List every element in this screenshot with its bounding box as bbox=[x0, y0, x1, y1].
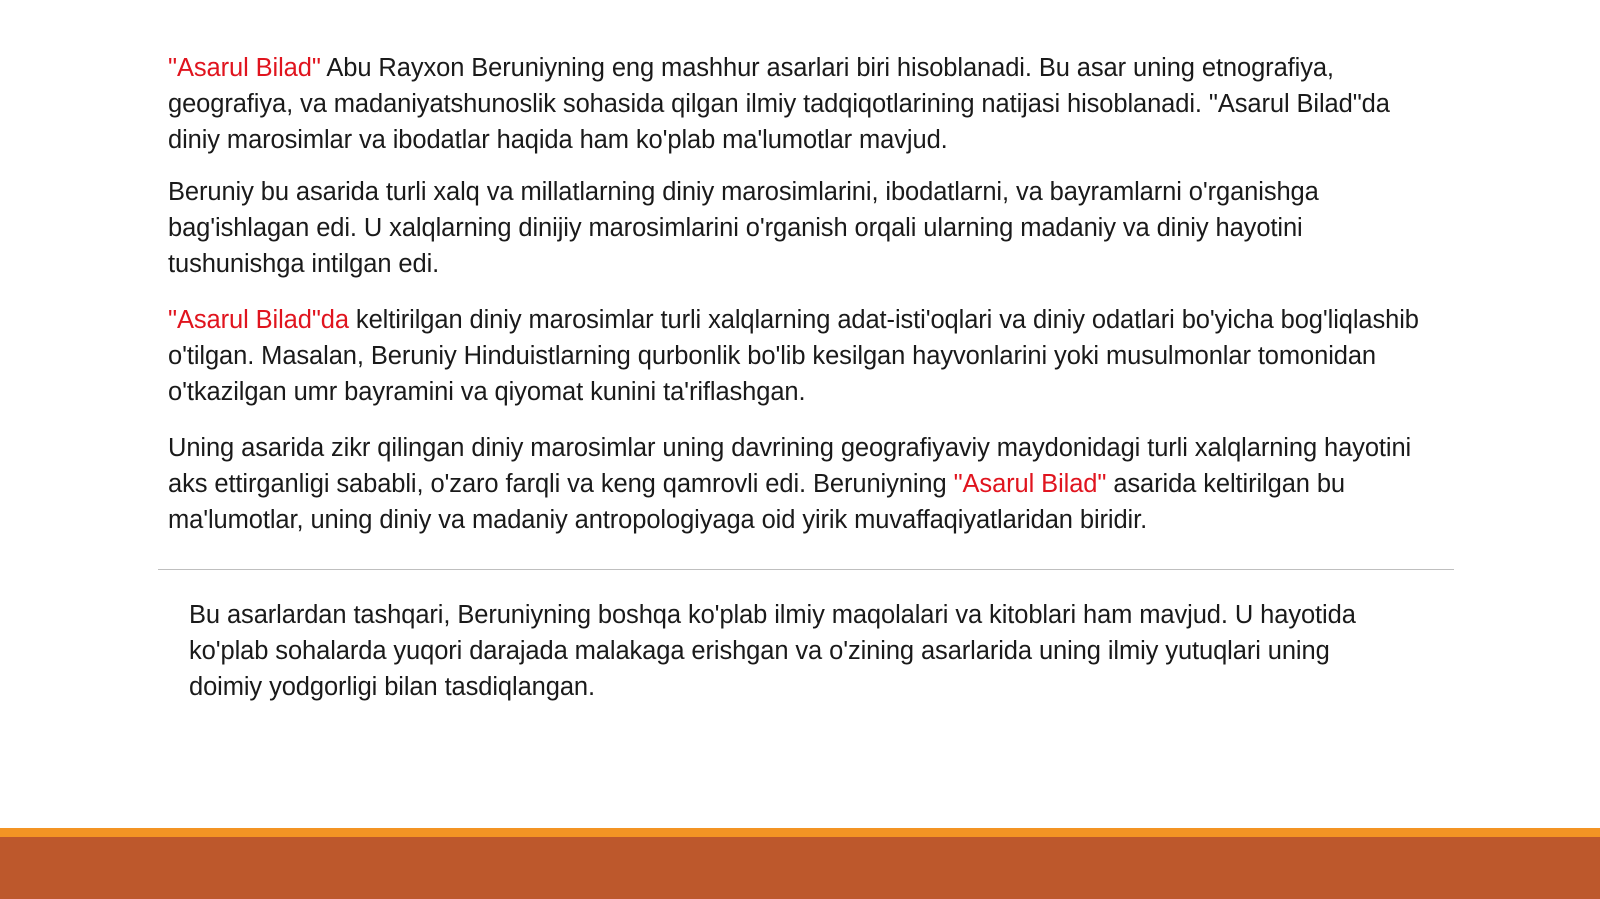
divider-line bbox=[158, 569, 1454, 570]
asarul-bilad-highlight: "Asarul Bilad" bbox=[168, 54, 321, 82]
paragraph-3-text: keltirilgan diniy marosimlar turli xalqlarning adat-isti'oqlari va diniy odatlari bo'yicha bog'liqlashib o'tilgan. Masalan, Beruniy Hinduistlarning qurbonlik bo'lib kesilgan hayvonlarini yoki musulmonlar tomonidan o'tkazilgan umr bayramini va qiyomat kunini ta'riflashgan. bbox=[168, 306, 1419, 406]
paragraph-4-text-before: Uning asarida zikr qilingan diniy marosimlar uning davrining geografiyaviy maydonidagi turli xalqlarning hayotini aks ettirganligi sababli, o'zaro farqli va keng qamrovli edi. Beruniyning bbox=[168, 434, 1412, 498]
footer-accent-line bbox=[0, 828, 1600, 837]
asarul-bilad-highlight-inline: "Asarul Bilad" bbox=[953, 470, 1107, 498]
paragraph-3 bbox=[168, 302, 1438, 410]
paragraph-4 bbox=[168, 430, 1438, 538]
lower-paragraph: Bu asarlardan tashqari, Beruniyning boshqa ko'plab ilmiy maqolalari va kitoblari ham mavjud. U hayotida ko'plab sohalarda yuqori darajada malakaga erishgan va o'zining asarlarida uning ilmiy yutuqlari uning doimiy yodgorligi bilan tasdiqlangan. bbox=[189, 601, 1356, 701]
lower-text-block bbox=[189, 597, 1369, 705]
asarul-bilad-da-highlight: "Asarul Bilad"da bbox=[168, 306, 349, 334]
paragraph-2 bbox=[168, 174, 1438, 282]
paragraph-2-text: Beruniy bu asarida turli xalq va millatlarning diniy marosimlarini, ibodatlarni, va bayramlarni o'rganishga bag'ishlagan edi. U xalqlarning dinijiy marosimlarini o'rganish orqali ularning madaniy va diniy hayotini tushunishga intilgan edi. bbox=[168, 178, 1319, 278]
paragraph-1 bbox=[168, 50, 1438, 158]
paragraph-4-text-after: asarida keltirilgan bu ma'lumotlar, uning diniy va madaniy antropologiyaga oid yirik muvaffaqiyatlaridan biridir. bbox=[168, 470, 1346, 534]
upper-text-block bbox=[168, 50, 1438, 538]
footer-bar bbox=[0, 837, 1600, 899]
paragraph-1-text: Abu Rayxon Beruniyning eng mashhur asarlari biri hisoblanadi. Bu asar uning etnografiya, geografiya, va madaniyatshunoslik sohasida qilgan ilmiy tadqiqotlarining natijasi hisoblanadi. "Asarul Bilad"da diniy marosimlar va ibodatlar haqida ham ko'plab ma'lumotlar mavjud. bbox=[168, 54, 1390, 154]
